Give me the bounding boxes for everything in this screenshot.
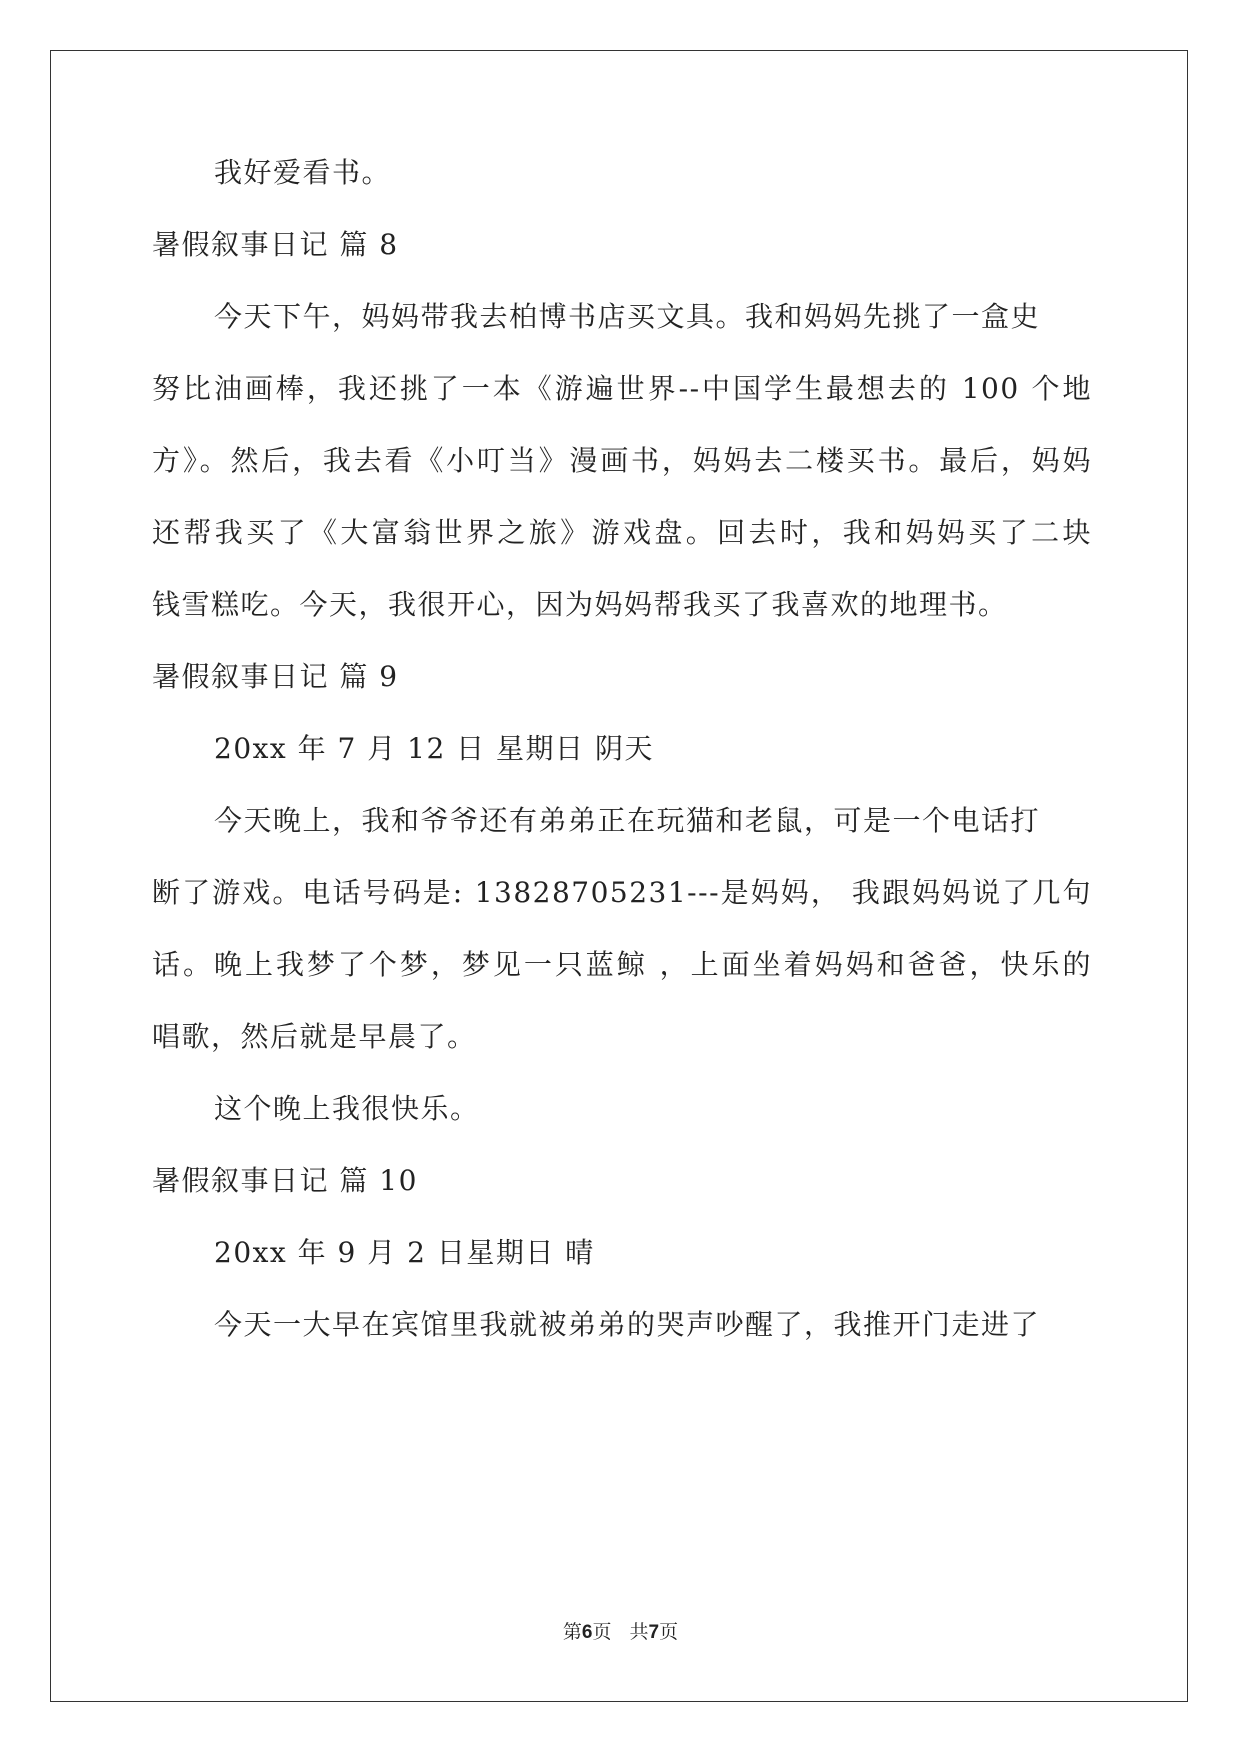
paragraph-line: 今天下午，妈妈带我去柏博书店买文具。我和妈妈先挑了一盒史	[214, 300, 1041, 333]
date-line: 20xx 年 7 月 12 日 星期日 阴天	[214, 732, 654, 765]
total-page-number: 7	[648, 1622, 660, 1643]
current-page-number: 6	[581, 1622, 593, 1643]
paragraph-line: 钱雪糕吃。今天，我很开心，因为妈妈帮我买了我喜欢的地理书。	[152, 588, 1008, 621]
paragraph-line: 我好爱看书。	[214, 156, 392, 189]
footer-total-suffix: 页	[659, 1621, 679, 1643]
footer-prefix: 第	[562, 1621, 582, 1643]
date-line: 20xx 年 9 月 2 日星期日 晴	[214, 1236, 595, 1269]
footer-page-suffix: 页	[592, 1621, 612, 1643]
section-heading: 暑假叙事日记 篇 9	[152, 660, 399, 693]
paragraph-line: 这个晚上我很快乐。	[214, 1092, 480, 1125]
section-heading: 暑假叙事日记 篇 8	[152, 228, 399, 261]
paragraph-line: 唱歌，然后就是早晨了。	[152, 1020, 477, 1053]
paragraph-line: 方》。然后，我去看《小叮当》漫画书，妈妈去二楼买书。最后，妈妈	[152, 444, 1092, 477]
paragraph-line: 努比油画棒，我还挑了一本《游遍世界--中国学生最想去的 100 个地	[152, 372, 1092, 405]
section-heading: 暑假叙事日记 篇 10	[152, 1164, 418, 1197]
paragraph-line: 断了游戏。电话号码是: 13828705231---是妈妈， 我跟妈妈说了几句	[152, 876, 1092, 909]
paragraph-line: 今天一大早在宾馆里我就被弟弟的哭声吵醒了，我推开门走进了	[214, 1308, 1041, 1341]
footer-total-prefix: 共	[629, 1621, 649, 1643]
page-footer	[0, 1620, 1241, 1645]
paragraph-line: 话。晚上我梦了个梦，梦见一只蓝鲸 ，上面坐着妈妈和爸爸，快乐的	[152, 948, 1092, 981]
paragraph-line: 今天晚上，我和爷爷还有弟弟正在玩猫和老鼠，可是一个电话打	[214, 804, 1041, 837]
paragraph-line: 还帮我买了《大富翁世界之旅》游戏盘。回去时，我和妈妈买了二块	[152, 516, 1092, 549]
